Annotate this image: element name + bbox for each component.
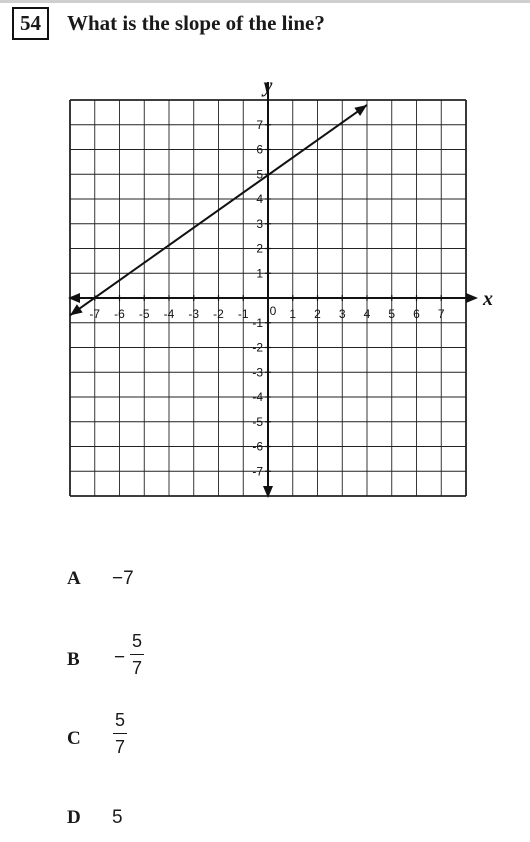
line-arrow-up: [354, 105, 367, 116]
y-tick-label: -5: [252, 414, 263, 429]
fraction-bar: [113, 733, 127, 734]
question-number: 54: [12, 7, 49, 40]
x-tick-label: 4: [363, 307, 371, 321]
x-axis-arrow-right: [466, 293, 478, 303]
y-tick-label: 7: [256, 117, 263, 132]
y-tick-label: 1: [256, 266, 263, 281]
y-tick-label: -3: [252, 365, 263, 380]
x-tick-label: -6: [114, 307, 125, 321]
x-tick-label: -2: [213, 307, 224, 321]
choice-c-fraction: [113, 709, 127, 758]
choice-b-numerator: 5: [131, 631, 142, 651]
choice-d-label: D: [67, 807, 81, 828]
choice-c-numerator: 5: [114, 710, 125, 730]
y-tick-label: -4: [252, 390, 263, 404]
y-tick-label: 4: [256, 192, 263, 206]
x-axis-label: x: [483, 288, 493, 310]
x-tick-label: 2: [314, 307, 321, 321]
choice-c-denominator: 7: [114, 737, 125, 757]
y-tick-label: -6: [252, 439, 263, 454]
choice-a-value: −7: [112, 568, 134, 589]
choice-b-sign: −: [114, 647, 126, 668]
choice-b-fraction: [130, 630, 144, 679]
question-text: What is the slope of the line?: [67, 11, 325, 35]
y-tick-label: 2: [256, 241, 263, 256]
y-tick-label: -7: [252, 464, 263, 479]
x-tick-label: -3: [188, 307, 200, 321]
y-tick-label: 6: [256, 142, 263, 157]
origin-label: 0: [269, 304, 277, 318]
x-tick-label: -4: [163, 307, 175, 321]
y-tick-label: -1: [252, 315, 263, 330]
choice-a-label: A: [67, 568, 81, 589]
choice-b-denominator: 7: [131, 658, 142, 678]
choice-d-value: 5: [112, 807, 123, 828]
x-tick-label: 1: [289, 307, 297, 321]
y-axis-label: y: [263, 75, 273, 97]
fraction-bar: [130, 654, 144, 655]
x-tick-label: -5: [138, 307, 150, 321]
x-tick-label: 6: [413, 307, 420, 321]
x-tick-label: -7: [89, 307, 101, 321]
choice-c-label: C: [67, 728, 81, 749]
choice-b-label: B: [67, 649, 80, 670]
y-tick-label: 5: [256, 167, 263, 182]
y-tick-label: 3: [256, 216, 263, 231]
x-tick-label: 5: [388, 307, 396, 321]
x-tick-label: 7: [437, 307, 445, 321]
line-arrow-down: [70, 304, 83, 315]
x-tick-label: -1: [237, 307, 249, 321]
x-tick-label: 3: [338, 307, 346, 321]
y-tick-label: -2: [252, 340, 263, 355]
